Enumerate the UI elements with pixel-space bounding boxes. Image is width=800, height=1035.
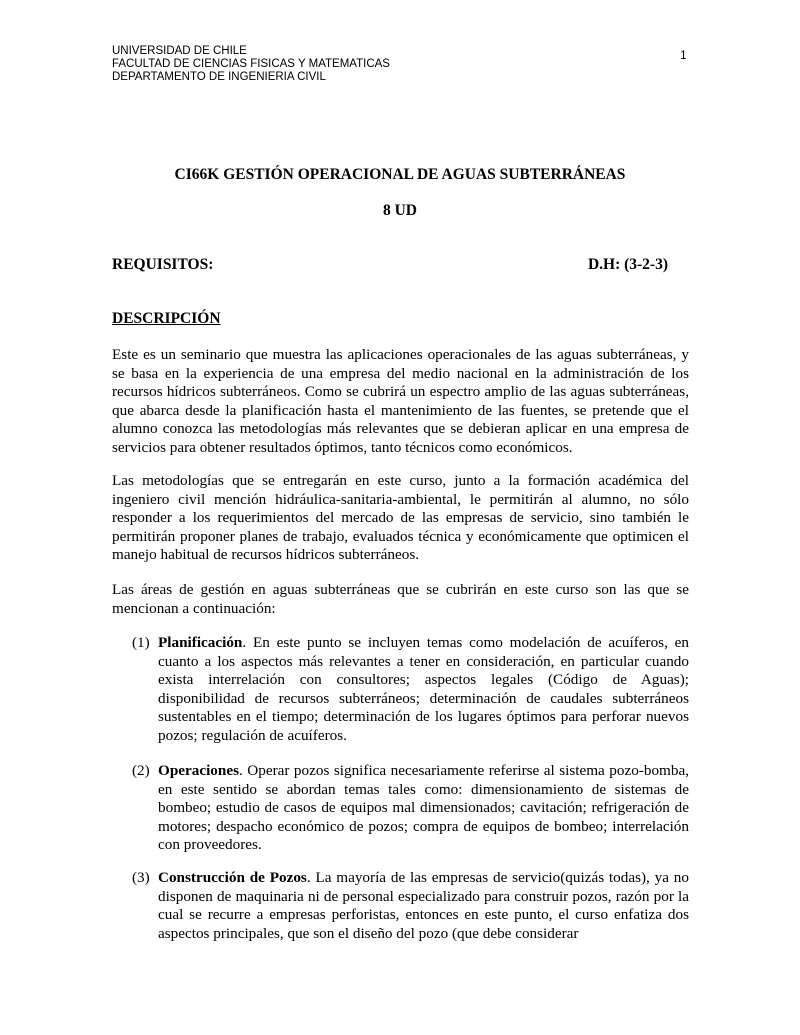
item-number: (3) xyxy=(132,869,150,886)
item-text: . En este punto se incluyen temas como modelación de acuíferos, en cuanto a los aspectos más relevantes a tener en consideración, en particular cuando exista interrelación con consultores; aspectos legales (Código de Aguas); disponibilidad de recursos subterráneos; determinación de caudales subterráneos sustentables en el tiempo; determinación de los lugares óptimos para perforar nuevos pozos; regulación de acuíferos. xyxy=(158,634,689,744)
list-item xyxy=(132,762,689,855)
header-faculty: FACULTAD DE CIENCIAS FISICAS Y MATEMATICAS xyxy=(112,58,390,70)
item-body xyxy=(158,762,689,855)
institution-header xyxy=(112,45,390,84)
course-title: CI66K GESTIÓN OPERACIONAL DE AGUAS SUBTERRÁNEAS xyxy=(174,166,626,183)
item-title: Construcción de Pozos xyxy=(158,869,307,886)
paragraph-intro: Este es un seminario que muestra las aplicaciones operacionales de las aguas subterráneas, y se basa en la experiencia de una empresa del medio nacional en la administración de los recursos hídricos subterráneos. Como se cubrirá un espectro amplio de las aguas subterráneas, que abarca desde la planificación hasta el mantenimiento de las fuentes, se pretende que el alumno conozca las metodologías más relevantes que se debieran aplicar en una empresa de servicios para obtener resultados óptimos, tanto técnicos como económicos. xyxy=(112,346,689,456)
item-number: (2) xyxy=(132,762,150,779)
item-body xyxy=(158,634,689,745)
header-department: DEPARTAMENTO DE INGENIERIA CIVIL xyxy=(112,71,326,83)
dh-value: D.H: (3-2-3) xyxy=(587,256,668,273)
requisitos-row xyxy=(112,256,668,274)
course-units: 8 UD xyxy=(382,202,417,219)
item-title: Planificación xyxy=(158,634,243,651)
item-text: . La mayoría de las empresas de servicio(quizás todas), ya no disponen de maquinaria ni de personal especializado para construir pozos, razón por la cual se recurre a empresas perforistas, entonces en este punto, el curso enfatiza dos aspectos principales, que son el diseño del pozo (que debe considerar xyxy=(158,869,689,942)
paragraph-areas: Las áreas de gestión en aguas subterráneas que se cubrirán en este curso son las que se mencionan a continuación: xyxy=(112,581,689,617)
requisitos-label: REQUISITOS: xyxy=(112,256,214,273)
item-number: (1) xyxy=(132,634,150,651)
header-university: UNIVERSIDAD DE CHILE xyxy=(112,45,247,57)
paragraph-methodologies: Las metodologías que se entregarán en este curso, junto a la formación académica del ingeniero civil mención hidráulica-sanitaria-ambiental, le permitirán al alumno, no sólo responder a los requerimientos del mercado de las empresas de servicio, sino también le permitirán proponer planes de trabajo, evaluados técnica y económicamente que optimicen el manejo habitual de recursos hídricos subterráneos. xyxy=(112,472,689,563)
item-body xyxy=(158,869,689,943)
item-text: . Operar pozos significa necesariamente referirse al sistema pozo-bomba, en este sentido se abordan temas tales como: dimensionamiento de sistemas de bombeo; estudio de casos de equipos mal dimensionados; cavitación; refrigeración de motores; despacho económico de pozos; compra de equipos de bombeo; interrelación con proveedores. xyxy=(158,762,689,853)
descripcion-heading: DESCRIPCIÓN xyxy=(112,310,221,327)
list-item xyxy=(132,634,689,745)
item-title: Operaciones xyxy=(158,762,239,779)
list-item xyxy=(132,869,689,943)
page-number: 1 xyxy=(680,48,687,62)
